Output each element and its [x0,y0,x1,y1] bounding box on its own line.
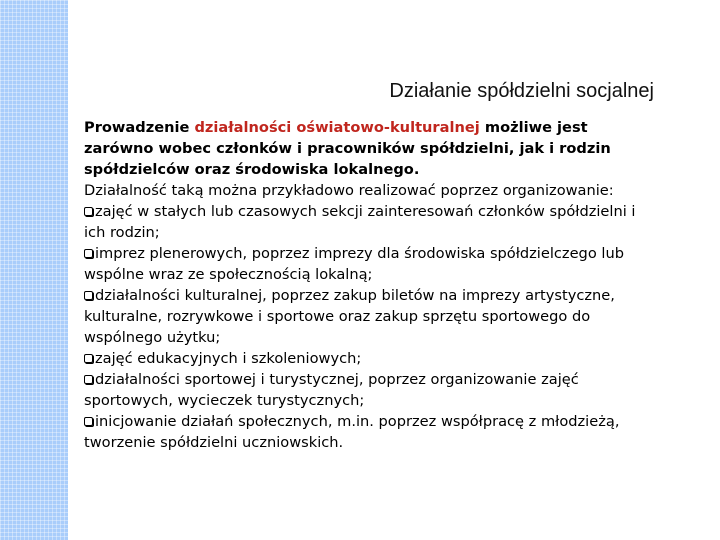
intro-paragraph: Działalność taką można przykładowo realizować poprzez organizowanie: [84,182,614,199]
list-item-text: działalności kulturalnej, poprzez zakup biletów na imprezy artystyczne, kulturalne, rozrywkowe i sportowe oraz zakup sprzętu sportowego do wspólnego użytku; [84,287,615,346]
slide-body [84,117,644,453]
lead-text-start: Prowadzenie [84,119,195,136]
checkbox-bullet-icon [84,375,93,384]
list-item [84,411,644,453]
list-item [84,369,644,411]
list-item-text: zajęć edukacyjnych i szkoleniowych; [95,350,362,367]
list-item-text: działalności sportowej i turystycznej, poprzez organizowanie zajęć sportowych, wycieczek turystycznych; [84,371,579,409]
checkbox-bullet-icon [84,249,93,258]
bullet-list [84,201,644,453]
checkbox-bullet-icon [84,291,93,300]
decorative-side-band [0,0,68,540]
checkbox-bullet-icon [84,354,93,363]
lead-text-end: możliwe jest zarówno wobec członków i pracowników spółdzielni, jak i rodzin spółdzielców oraz środowiska lokalnego. [84,119,611,178]
list-item-text: imprez plenerowych, poprzez imprezy dla środowiska spółdzielczego lub wspólne wraz ze społecznością lokalną; [84,245,624,283]
list-item-text: inicjowanie działań społecznych, m.in. poprzez współpracę z młodzieżą, tworzenie spółdzielni uczniowskich. [84,413,620,451]
list-item [84,201,644,243]
list-item [84,243,644,285]
list-item [84,348,644,369]
slide-title: Działanie spółdzielni socjalnej [389,80,654,102]
list-item [84,285,644,348]
lead-highlight: działalności oświatowo-kulturalnej [194,119,480,136]
checkbox-bullet-icon [84,207,93,216]
lead-paragraph [84,117,644,180]
checkbox-bullet-icon [84,417,93,426]
list-item-text: zajęć w stałych lub czasowych sekcji zainteresowań członków spółdzielni i ich rodzin; [84,203,636,241]
